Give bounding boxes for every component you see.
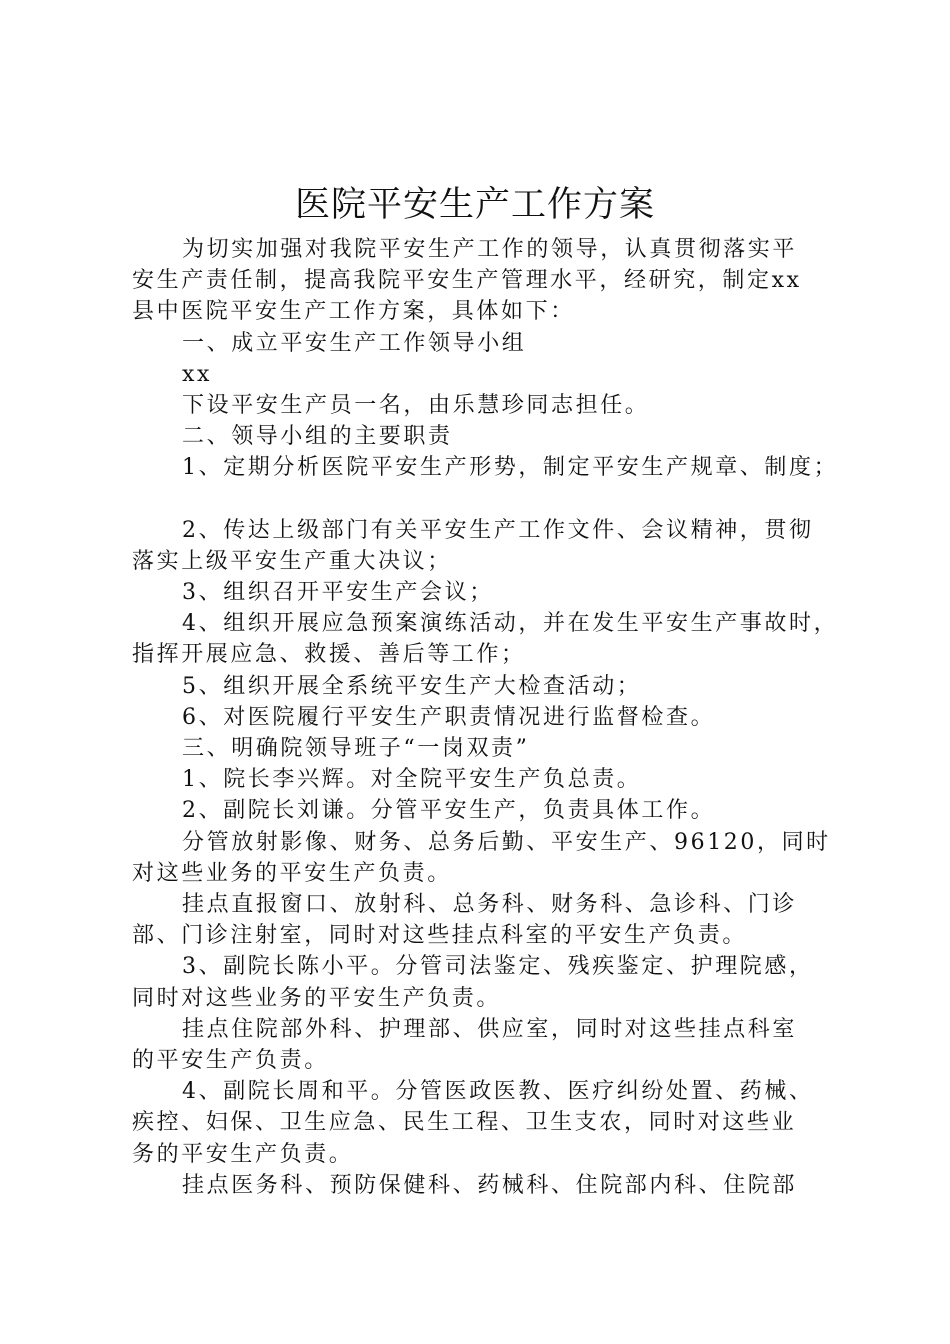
list-item: 6、对医院履行平安生产职责情况进行监督检查。: [182, 704, 716, 730]
paragraph-line: 挂点医务科、预防保健科、药械科、住院部内科、住院部: [182, 1172, 798, 1198]
list-item: 1、院长李兴辉。对全院平安生产负总责。: [182, 767, 642, 793]
paragraph-line: 的平安生产负责。: [132, 1048, 329, 1074]
paragraph-line: 挂点直报窗口、放射科、总务科、财务科、急诊科、门诊: [182, 892, 798, 918]
list-item: 3、副院长陈小平。分管司法鉴定、残疾鉴定、护理院感，: [182, 954, 814, 980]
paragraph-line: 同时对这些业务的平安生产负责。: [132, 985, 502, 1011]
paragraph-line: 对这些业务的平安生产负责。: [132, 860, 452, 886]
blank-line: [132, 484, 852, 515]
paragraph-line: 挂点住院部外科、护理部、供应室，同时对这些挂点科室: [182, 1016, 798, 1042]
paragraph-line: 安生产责任制，提高我院平安生产管理水平，经研究，制定xx: [132, 268, 802, 294]
paragraph-line: 下设平安生产员一名，由乐慧珍同志担任。: [182, 393, 650, 419]
paragraph-line: 部、门诊注射室，同时对这些挂点科室的平安生产负责。: [132, 923, 748, 949]
paragraph-line: 务的平安生产负责。: [132, 1141, 354, 1167]
list-item: 1、定期分析医院平安生产形势，制定平安生产规章、制度；: [182, 455, 839, 481]
paragraph-line: 为切实加强对我院平安生产工作的领导，认真贯彻落实平: [182, 237, 798, 262]
section-heading: 三、明确院领导班子“一岗双责”: [182, 736, 530, 762]
paragraph-line: 落实上级平安生产重大决议；: [132, 548, 452, 574]
section-heading: 一、成立平安生产工作领导小组: [182, 330, 527, 356]
list-item: 2、副院长刘谦。分管平安生产，负责具体工作。: [182, 798, 716, 824]
document-title: 医院平安生产工作方案: [294, 185, 655, 225]
list-item: 3、组织召开平安生产会议；: [182, 580, 494, 606]
paragraph-line: xx: [182, 361, 213, 387]
paragraph-line: 疾控、妇保、卫生应急、民生工程、卫生支农，同时对这些业: [132, 1110, 797, 1136]
section-heading: 二、领导小组的主要职责: [182, 424, 453, 450]
paragraph-line: 县中医院平安生产工作方案，具体如下：: [132, 299, 575, 325]
paragraph-line: 分管放射影像、财务、总务后勤、平安生产、96120，同时: [182, 829, 831, 855]
paragraph-line: 指挥开展应急、救援、善后等工作；: [132, 642, 526, 668]
list-item: 5、组织开展全系统平安生产大检查活动；: [182, 673, 642, 699]
list-item: 4、副院长周和平。分管医政医教、医疗纠纷处置、药械、: [182, 1079, 814, 1105]
list-item: 2、传达上级部门有关平安生产工作文件、会议精神，贯彻: [182, 517, 814, 543]
document-body: [132, 234, 852, 1201]
list-item: 4、组织开展应急预案演练活动，并在发生平安生产事故时，: [182, 611, 839, 637]
